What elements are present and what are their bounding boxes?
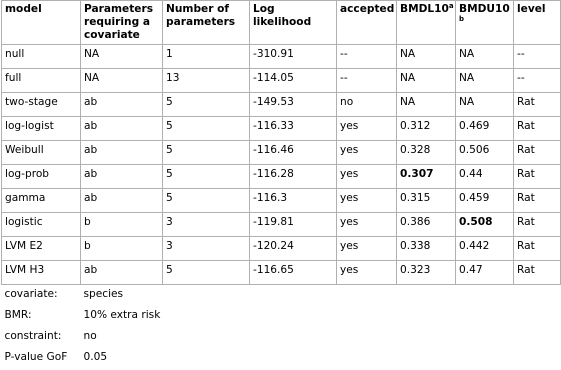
table-row xyxy=(2,261,561,285)
cell-level: Rat xyxy=(514,261,561,285)
cell-bmdl: NA xyxy=(397,69,456,93)
cell-n: 3 xyxy=(163,213,250,237)
cell-n: 13 xyxy=(163,69,250,93)
table-row xyxy=(2,117,561,141)
cell-bmdu: 0.506 xyxy=(456,141,514,165)
cell-bmdu: 0.47 xyxy=(456,261,514,285)
cell-bmdu: 0.508 xyxy=(456,213,514,237)
cell-loglik: -116.46 xyxy=(250,141,337,165)
table-row xyxy=(2,93,561,117)
cell-model: gamma xyxy=(2,189,81,213)
col-header-level: level xyxy=(514,1,561,45)
cell-accepted: no xyxy=(337,93,397,117)
cell-accepted: yes xyxy=(337,213,397,237)
cell-level: Rat xyxy=(514,237,561,261)
cell-params: ab xyxy=(81,141,163,165)
cell-level: Rat xyxy=(514,213,561,237)
cell-bmdl: 0.386 xyxy=(397,213,456,237)
cell-model: null xyxy=(2,45,81,69)
cell-loglik: -116.65 xyxy=(250,261,337,285)
cell-params: ab xyxy=(81,165,163,189)
cell-n: 5 xyxy=(163,165,250,189)
info-row-covariate xyxy=(2,285,561,307)
col-header-bmdl xyxy=(397,1,456,45)
cell-accepted: yes xyxy=(337,237,397,261)
cell-params: NA xyxy=(81,69,163,93)
info-value: 0.05 xyxy=(83,351,108,363)
info-label: constraint: xyxy=(4,330,62,342)
col-header-params: Parameters requiring a covariate xyxy=(81,1,163,45)
cell-model: logistic xyxy=(2,213,81,237)
cell-model: full xyxy=(2,69,81,93)
cell-level: Rat xyxy=(514,93,561,117)
cell-accepted: -- xyxy=(337,45,397,69)
cell-bmdl: NA xyxy=(397,93,456,117)
cell-loglik: -149.53 xyxy=(250,93,337,117)
info-value: species xyxy=(83,288,124,300)
cell-n: 3 xyxy=(163,237,250,261)
bmdu-footnote-mark: b xyxy=(459,15,465,23)
cell-loglik: -119.81 xyxy=(250,213,337,237)
info-label: P-value GoF xyxy=(4,351,68,363)
cell-accepted: yes xyxy=(337,261,397,285)
info-label: BMR: xyxy=(4,309,32,321)
cell-model: LVM H3 xyxy=(2,261,81,285)
table-row xyxy=(2,141,561,165)
cell-accepted: yes xyxy=(337,189,397,213)
cell-level: Rat xyxy=(514,165,561,189)
cell-loglik: -116.33 xyxy=(250,117,337,141)
cell-params: b xyxy=(81,213,163,237)
info-row-bmr xyxy=(2,306,561,327)
bmdu-header-text: BMDU10 xyxy=(459,3,510,15)
cell-params: ab xyxy=(81,117,163,141)
info-value: 10% extra risk xyxy=(83,309,161,321)
cell-model: log-logist xyxy=(2,117,81,141)
cell-bmdu: 0.459 xyxy=(456,189,514,213)
cell-bmdu: NA xyxy=(456,45,514,69)
cell-n: 5 xyxy=(163,189,250,213)
cell-n: 1 xyxy=(163,45,250,69)
col-header-model: model xyxy=(2,1,81,45)
cell-level: Rat xyxy=(514,141,561,165)
table-header-row xyxy=(2,1,561,45)
table-row xyxy=(2,165,561,189)
cell-bmdl: 0.328 xyxy=(397,141,456,165)
col-header-accepted: accepted xyxy=(337,1,397,45)
cell-loglik: -116.28 xyxy=(250,165,337,189)
cell-n: 5 xyxy=(163,117,250,141)
info-value: no xyxy=(83,330,97,342)
bmdl-footnote-mark: a xyxy=(448,2,454,10)
info-row-constraint xyxy=(2,327,561,348)
cell-level: Rat xyxy=(514,189,561,213)
cell-loglik: -116.3 xyxy=(250,189,337,213)
cell-accepted: -- xyxy=(337,69,397,93)
cell-model: log-prob xyxy=(2,165,81,189)
cell-bmdl: 0.312 xyxy=(397,117,456,141)
cell-accepted: yes xyxy=(337,117,397,141)
cell-accepted: yes xyxy=(337,141,397,165)
cell-bmdu: 0.44 xyxy=(456,165,514,189)
col-header-bmdu xyxy=(456,1,514,45)
col-header-loglik: Log likelihood xyxy=(250,1,337,45)
cell-bmdl: 0.323 xyxy=(397,261,456,285)
table-row xyxy=(2,237,561,261)
col-header-number: Number of parameters xyxy=(163,1,250,45)
table-row xyxy=(2,69,561,93)
cell-model: two-stage xyxy=(2,93,81,117)
cell-params: b xyxy=(81,237,163,261)
cell-n: 5 xyxy=(163,93,250,117)
cell-model: Weibull xyxy=(2,141,81,165)
cell-params: ab xyxy=(81,261,163,285)
bmd-model-table xyxy=(1,0,561,370)
cell-n: 5 xyxy=(163,261,250,285)
cell-model: LVM E2 xyxy=(2,237,81,261)
cell-loglik: -114.05 xyxy=(250,69,337,93)
cell-bmdl: NA xyxy=(397,45,456,69)
cell-bmdl: 0.315 xyxy=(397,189,456,213)
table-row xyxy=(2,45,561,69)
cell-params: ab xyxy=(81,189,163,213)
cell-level: -- xyxy=(514,45,561,69)
table-row xyxy=(2,189,561,213)
cell-loglik: -120.24 xyxy=(250,237,337,261)
cell-n: 5 xyxy=(163,141,250,165)
cell-bmdu: 0.469 xyxy=(456,117,514,141)
cell-params: NA xyxy=(81,45,163,69)
cell-bmdu: NA xyxy=(456,93,514,117)
info-row-pvalue xyxy=(2,348,561,370)
cell-params: ab xyxy=(81,93,163,117)
cell-level: -- xyxy=(514,69,561,93)
cell-bmdl: 0.338 xyxy=(397,237,456,261)
bmdl-header-text: BMDL10 xyxy=(400,3,449,15)
cell-bmdl: 0.307 xyxy=(397,165,456,189)
info-label: covariate: xyxy=(4,288,58,300)
table-row xyxy=(2,213,561,237)
cell-accepted: yes xyxy=(337,165,397,189)
cell-loglik: -310.91 xyxy=(250,45,337,69)
cell-bmdu: 0.442 xyxy=(456,237,514,261)
cell-bmdu: NA xyxy=(456,69,514,93)
cell-level: Rat xyxy=(514,117,561,141)
